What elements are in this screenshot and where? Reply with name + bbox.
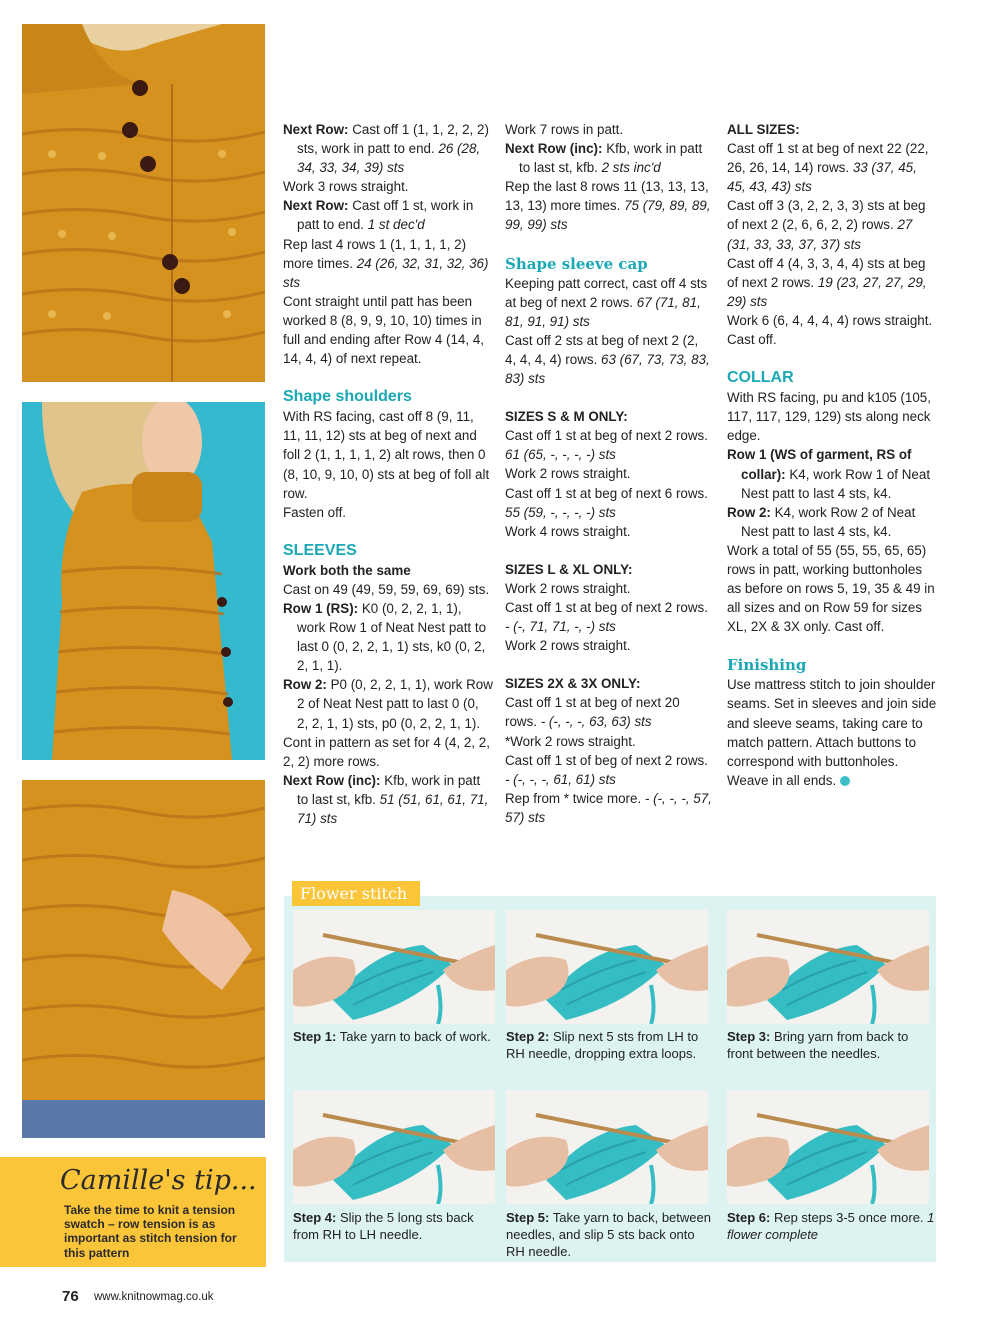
yarn-ball-icon (840, 776, 850, 786)
instruction-line: Cast off 1 st at beg of next 20 rows. - (-, -, -, 63, 63) sts (505, 695, 680, 730)
heading-collar: COLLAR (727, 369, 794, 387)
row-instruction: Row 1 (RS): K0 (0, 2, 2, 1, 1), work Row 1 of Neat Nest patt to last 0 (0, 2, 2, 1, 1) sts, k0 (0, 2, 2, 1, 1). (283, 600, 487, 674)
page-number: 76 (62, 1288, 79, 1305)
instruction-line: Rep last 4 rows 1 (1, 1, 1, 1, 2) more times. 24 (26, 32, 31, 32, 36) sts (283, 236, 489, 290)
step-text: Rep steps 3-5 once more. (770, 1210, 928, 1225)
instruction-line: Rep from * twice more. - (-, -, -, 57, 57) sts (505, 790, 712, 825)
instruction-line: Cast off 3 (3, 2, 2, 3, 3) sts at beg of next 2 (2, 6, 6, 2, 2) rows. 27 (31, 33, 33, 37, 37) sts (727, 198, 926, 252)
size-heading: SIZES 2X & 3X ONLY: (505, 676, 641, 692)
text-column-3 (727, 120, 939, 790)
flower-stitch-title: Flower stitch (292, 881, 420, 906)
instruction-line: Work 2 rows straight. (505, 580, 631, 596)
footer-url: www.knitnowmag.co.uk (94, 1291, 214, 1303)
step-caption (727, 1028, 937, 1062)
step-label: Step 6: (727, 1210, 771, 1225)
step-text: Bring yarn from back to front between the needles. (727, 1029, 909, 1061)
instruction-line: Cont in pattern as set for 4 (4, 2, 2, 2, 2) more rows. (283, 734, 490, 769)
instruction-line: Work 2 rows straight. (505, 466, 631, 482)
step-text: Take yarn to back of work. (336, 1029, 491, 1044)
instruction-line: Cast on 49 (49, 59, 59, 69, 69) sts. (283, 581, 490, 597)
subheading: Work both the same (283, 562, 411, 578)
instruction-line: *Work 2 rows straight. (505, 733, 636, 749)
row-instruction: Next Row (inc): Kfb, work in patt to last st, kfb. 2 sts inc'd (505, 141, 703, 176)
step-caption (506, 1028, 716, 1062)
step-text: Slip next 5 sts from LH to RH needle, dropping extra loops. (506, 1029, 699, 1061)
next-row-paragraph: Next Row: Cast off 1 (1, 1, 2, 2, 2) sts, work in patt to end. 26 (28, 34, 33, 34, 39) sts (283, 122, 489, 176)
photo-model-side (22, 402, 265, 760)
instruction-line: Work 3 rows straight. (283, 179, 409, 195)
step-label: Step 1: (293, 1029, 337, 1044)
instruction-line: Cast off 2 sts at beg of next 2 (2, 4, 4, 4, 4) rows. 63 (67, 73, 73, 83, 83) sts (505, 332, 710, 387)
size-heading: SIZES S & M ONLY: (505, 409, 628, 425)
step-caption (727, 1209, 937, 1243)
instruction-line: With RS facing, pu and k105 (105, 117, 117, 129, 129) sts along neck edge. (727, 390, 931, 444)
instruction-line: Fasten off. (283, 504, 347, 520)
step-caption (293, 1028, 503, 1045)
tip-text: Take the time to knit a tension swatch – row tension is as important as stitch tension for this pattern (64, 1203, 237, 1260)
heading-shape-shoulders: Shape shoulders (283, 388, 412, 406)
step-caption (293, 1209, 503, 1243)
step-photo (293, 910, 495, 1024)
tip-title: Camille's tip... (60, 1165, 257, 1196)
instruction-line: Keeping patt correct, cast off 4 sts at beg of next 2 rows. 67 (71, 81, 81, 91, 91) sts (505, 275, 708, 329)
instruction-line: Cast off 1 st at beg of next 6 rows. 55 (59, -, -, -, -) sts (505, 485, 708, 520)
row-instruction: Row 2: P0 (0, 2, 2, 1, 1), work Row 2 of Neat Nest patt to last 0 (0, 2, 2, 1, 1) sts, p0 (0, 2, 2, 1, 1). (283, 677, 493, 731)
photo-sleeve-detail (22, 780, 265, 1138)
row-instruction: Row 1 (WS of garment, RS of collar): K4, work Row 1 of Neat Nest patt to last 4 sts, k4. (727, 447, 931, 501)
step-photo (727, 910, 929, 1024)
step-label: Step 2: (506, 1029, 550, 1044)
instruction-line: Work 7 rows in patt. (505, 122, 624, 137)
step-caption (506, 1209, 716, 1260)
instruction-line: Cast off 4 (4, 3, 3, 4, 4) sts at beg of next 2 rows. 19 (23, 27, 27, 29, 29) sts (727, 255, 927, 309)
step-label: Step 3: (727, 1029, 771, 1044)
step-photo (506, 1090, 708, 1204)
instruction-line: Cast off 1 st at beg of next 2 rows. - (-, 71, 71, -, -) sts (505, 599, 708, 635)
step-photo (727, 1090, 929, 1204)
heading-sleeves: SLEEVES (283, 541, 357, 559)
size-heading: SIZES L & XL ONLY: (505, 561, 633, 577)
text-column-2 (505, 120, 713, 827)
heading-finishing: Finishing (727, 656, 807, 675)
step-text: Take yarn to back, between needles, and slip 5 sts back onto RH needle. (506, 1210, 711, 1259)
instruction-line: Work 4 rows straight. (505, 523, 631, 539)
step-photo (293, 1090, 495, 1204)
instruction-line: Cont straight until patt has been worked 8 (8, 9, 9, 10, 10) times in full and ending after Row 4 (14, 4, 14, 4, 4) of next repeat. (283, 293, 484, 367)
step-label: Step 4: (293, 1210, 337, 1225)
step-result: 1 flower complete (727, 1210, 935, 1242)
text-column-1 (283, 120, 493, 828)
instruction-line: With RS facing, cast off 8 (9, 11, 11, 11, 12) sts at beg of next and foll 2 (1, 1, 1, 1, 2) alt rows, then 0 (8, 10, 9, 10, 0) sts at beg of foll alt row. (283, 409, 490, 501)
instruction-line: Rep the last 8 rows 11 (13, 13, 13, 13, 13) more times. 75 (79, 89, 89, 99, 99) sts (505, 179, 711, 233)
instruction-line: Work a total of 55 (55, 55, 65, 65) rows in patt, working buttonholes as before on rows 5, 19, 35 & 49 in all sizes and on Row 59 for sizes XL, 2X & 3X only. Cast off. (727, 542, 935, 635)
photo-cardigan-closeup (22, 24, 265, 382)
instruction-line: Cast off 1 st at beg of next 22 (22, 26, 26, 14, 14) rows. 33 (37, 45, 45, 43, 43) sts (727, 141, 929, 195)
size-heading: ALL SIZES: (727, 122, 800, 137)
row-instruction: Next Row (inc): Kfb, work in patt to last st, kfb. 51 (51, 61, 61, 71, 71) sts (283, 772, 489, 826)
instruction-line: Cast off 1 st of beg of next 2 rows. - (-, -, -, 61, 61) sts (505, 752, 708, 787)
instruction-line: Use mattress stitch to join shoulder seams. Set in sleeves and join side and sleeve seams, taking care to match pattern. Attach buttons to correspond with buttonholes. Weave in all ends. (727, 677, 937, 788)
step-text: Slip the 5 long sts back from RH to LH needle. (293, 1210, 474, 1242)
instruction-line: Work 6 (6, 4, 4, 4, 4) rows straight. (727, 312, 933, 328)
step-label: Step 5: (506, 1210, 550, 1225)
step-photo (506, 910, 708, 1024)
heading-shape-sleeve-cap: Shape sleeve cap (505, 254, 648, 273)
instruction-line: Cast off. (727, 332, 777, 348)
instruction-line: Cast off 1 st at beg of next 2 rows. 61 (65, -, -, -, -) sts (505, 428, 708, 463)
next-row-paragraph: Next Row: Cast off 1 st, work in patt to end. 1 st dec'd (283, 198, 474, 233)
row-instruction: Row 2: K4, work Row 2 of Neat Nest patt to last 4 sts, k4. (727, 504, 916, 539)
instruction-line: Work 2 rows straight. (505, 638, 631, 654)
